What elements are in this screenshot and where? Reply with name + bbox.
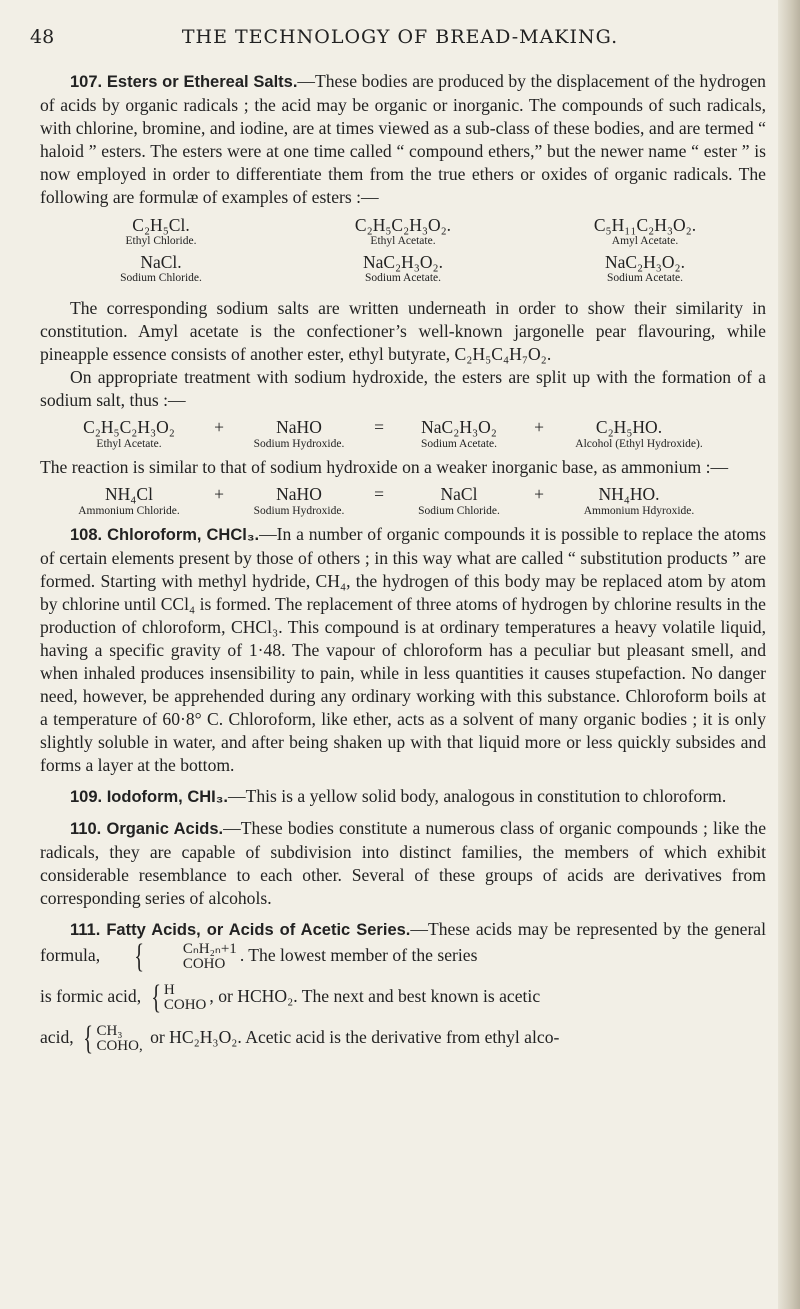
section-title: 109. Iodoform, CHI₃. bbox=[70, 788, 228, 806]
term-name: Sodium Acetate. bbox=[420, 438, 497, 450]
section-109 bbox=[40, 785, 766, 809]
general-formula: { CₙH₂ₙ+1 COHO bbox=[133, 938, 237, 975]
paragraph-text: —In a number of organic compounds it is possible to replace the atoms of certain elements present by those of others ; in this way what are called “ substitution products ” are formed. Starting with methyl hydride, CH₄, the hydrogen of this body may be replaced atom by atom by chlorine until CCl₄ is formed. The replacement of three atoms of hydrogen by chlorine results in the production of chloroform, CHCl₃. This compound is at ordinary temperatures a heavy volatile liquid, having a specific gravity of 1·48. The vapour of chloroform has a peculiar but pleasant smell, and when inhaled produces insensibility to pain, while in less quantities it causes stupefaction. No danger need, however, be apprehended during any ordinary working with this substance. Chloroform boils at a temperature of 60·8° C. Chloroform, like ether, acts as a solvent of many organic bodies ; it is only slightly soluble in water, and after being shaken up with that liquid more or less quickly subsides and forms a layer at the bottom. bbox=[40, 524, 766, 775]
paragraph-text: , or HCHO₂. The next and best known is acetic bbox=[209, 986, 541, 1006]
formula-bottom: COHO, bbox=[96, 1037, 143, 1054]
formula-cell bbox=[40, 215, 282, 248]
formula-name: Ethyl Chloride. bbox=[125, 235, 197, 247]
paragraph-text: —These acids may be represented by the general formula, bbox=[40, 919, 767, 966]
term-name: Sodium Hydroxide. bbox=[253, 438, 345, 450]
formula: C₅H₁₁C₂H₃O₂. bbox=[593, 215, 697, 235]
acetic-formula: { CH₃ COHO, bbox=[83, 1019, 143, 1057]
equation-row bbox=[54, 417, 766, 437]
formula-cell bbox=[524, 252, 766, 285]
formic-formula: { H COHO bbox=[150, 978, 207, 1016]
formula: NaC₂H₃O₂. bbox=[362, 252, 444, 272]
formula-bottom: COHO bbox=[163, 996, 207, 1013]
section-108 bbox=[40, 523, 766, 777]
operator: + bbox=[534, 484, 544, 504]
term: NH₄HO. bbox=[598, 484, 660, 504]
term: C₂H₅HO. bbox=[595, 417, 663, 437]
formula-top: H bbox=[163, 981, 175, 998]
section-111 bbox=[40, 918, 767, 975]
term: NH₄Cl bbox=[105, 484, 153, 504]
paragraph-text: —These bodies are produced by the displacement of the hydrogen of acids by organic radicals ; the acid may be organic or inorganic. The compounds of such radicals, with chlorine, bromine, and iodine, are at times viewed as a sub-class of these bodies, and are termed “ haloid ” esters. The esters were at one time called “ compound ethers,” but the newer name “ ester ” is now employed in order to differentiate them from the true ethers or oxides of organic radicals. The following are formulæ of examples of esters :— bbox=[40, 71, 766, 207]
formula: C₂H₅C₂H₃O₂. bbox=[354, 215, 452, 235]
equation-labels bbox=[54, 437, 766, 451]
paragraph-text: —These bodies constitute a numerous class of organic compounds ; like the radicals, they are capable of subdivision into distinct families, the members of which exhibit considerable resemblance to each other. Several of these groups of acids are derivatives from corresponding series of alcohols. bbox=[40, 818, 766, 908]
formula-name: Sodium Acetate. bbox=[364, 272, 441, 284]
page-header bbox=[30, 26, 770, 56]
running-head: THE TECHNOLOGY OF BREAD-MAKING. bbox=[181, 26, 619, 48]
formula-cell bbox=[524, 215, 766, 248]
equation-labels bbox=[54, 504, 766, 518]
formula: NaCl. bbox=[140, 252, 182, 272]
operator: = bbox=[374, 417, 384, 437]
section-title: 107. Esters or Ethereal Salts. bbox=[70, 73, 298, 91]
page-edge bbox=[778, 0, 800, 1309]
section-107 bbox=[40, 70, 766, 209]
formula-name: Amyl Acetate. bbox=[611, 235, 679, 247]
formula-cell bbox=[282, 252, 524, 285]
term-name: Ammonium Hdyroxide. bbox=[583, 505, 695, 517]
term: C₂H₅C₂H₃O₂ bbox=[83, 417, 175, 437]
formula: C₂H₅Cl. bbox=[132, 215, 190, 235]
paragraph: The corresponding sodium salts are written underneath in order to show their similarity in constitution. Amyl acetate is the confectioner’s well-known jargonelle pear flavouring, while pineapple essence consists of another ester, ethyl butyrate, C₂H₅C₄H₇O₂. bbox=[40, 298, 766, 364]
equation-ammonium bbox=[54, 484, 766, 518]
formula-bottom: COHO bbox=[182, 956, 226, 972]
paragraph-text: acid, bbox=[40, 1026, 74, 1047]
formula-name: Sodium Acetate. bbox=[606, 272, 683, 284]
formula-cell bbox=[40, 252, 282, 285]
paragraph-text: or HC₂H₃O₂. Acetic acid is the derivative from ethyl alco- bbox=[145, 1026, 560, 1047]
acetic-line bbox=[40, 1019, 766, 1057]
formula-top: CH₃ bbox=[96, 1022, 123, 1039]
term: NaCl bbox=[440, 484, 478, 504]
formic-line bbox=[40, 978, 766, 1016]
term-name: Sodium Chloride. bbox=[418, 505, 500, 517]
formula: NaC₂H₃O₂. bbox=[604, 252, 686, 272]
section-title: 111. Fatty Acids, or Acids of Acetic Series. bbox=[70, 921, 411, 939]
term-name: Ammonium Chloride. bbox=[78, 505, 180, 517]
formula-name: Sodium Chloride. bbox=[120, 272, 202, 284]
term: NaHO bbox=[276, 417, 322, 437]
term: NaC₂H₃O₂ bbox=[421, 417, 497, 437]
operator: + bbox=[534, 417, 544, 437]
operator: + bbox=[214, 484, 224, 504]
page-body bbox=[40, 70, 767, 1057]
section-title: 108. Chloroform, CHCl₃. bbox=[70, 526, 260, 544]
paragraph-text: . The lowest member of the series bbox=[239, 945, 478, 966]
term-name: Sodium Hydroxide. bbox=[253, 505, 345, 517]
operator: = bbox=[374, 484, 384, 504]
page-number: 48 bbox=[30, 26, 55, 48]
operator: + bbox=[214, 417, 224, 437]
equation-row bbox=[54, 484, 766, 504]
section-title: 110. Organic Acids. bbox=[70, 820, 224, 838]
section-110 bbox=[40, 817, 766, 910]
paragraph-text: is formic acid, bbox=[40, 986, 142, 1006]
paragraph-text: —This is a yellow solid body, analogous in constitution to chloroform. bbox=[227, 786, 727, 806]
ester-formula-table bbox=[40, 215, 766, 289]
formula-top: CₙH₂ₙ+1 bbox=[182, 941, 237, 957]
equation-ethyl-acetate bbox=[54, 417, 766, 451]
formula-cell bbox=[282, 215, 524, 248]
paragraph: The reaction is similar to that of sodium hydroxide on a weaker inorganic base, as ammonium :— bbox=[40, 457, 729, 477]
term: NaHO bbox=[276, 484, 322, 504]
term-name: Alcohol (Ethyl Hydroxide). bbox=[575, 438, 703, 450]
paragraph: On appropriate treatment with sodium hydroxide, the esters are split up with the formation of a sodium salt, thus :— bbox=[40, 367, 766, 410]
term-name: Ethyl Acetate. bbox=[96, 438, 162, 450]
formula-name: Ethyl Acetate. bbox=[370, 235, 436, 247]
